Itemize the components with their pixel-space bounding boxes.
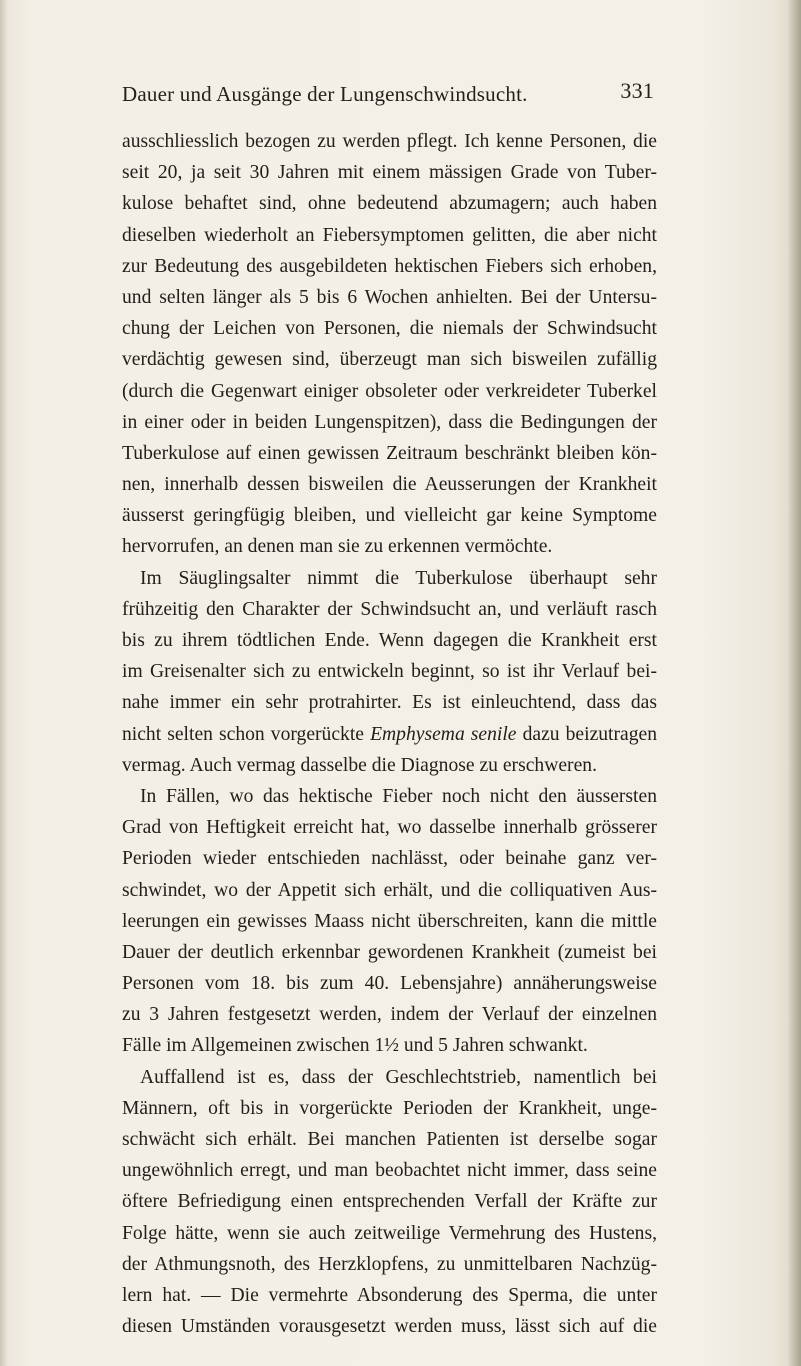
text-line: schwindet, wo der Appetit sich erhält, und die colliquativen Aus-: [122, 879, 657, 901]
text-line: Personen vom 18. bis zum 40. Lebensjahre) annäherungsweise: [122, 973, 657, 995]
text-segment: nicht selten schon vorgerückte: [122, 723, 371, 745]
text-line: chung der Leichen von Personen, die niemals der Schwindsucht: [122, 318, 657, 340]
text-line: öftere Befriedigung einen entsprechenden Verfall der Kräfte zur: [122, 1191, 657, 1213]
text-line: vermag. Auch vermag dasselbe die Diagnose zu erschweren.: [122, 754, 597, 776]
text-line: verdächtig gewesen sind, überzeugt man sich bisweilen zufällig: [122, 349, 657, 371]
running-header: [122, 78, 654, 107]
text-line: Auffallend ist es, dass der Geschlechtstrieb, namentlich bei: [140, 1066, 657, 1088]
text-line: kulose behaftet sind, ohne bedeutend abzumagern; auch haben: [122, 193, 657, 215]
text-line: Perioden wieder entschieden nachlässt, oder beinahe ganz ver-: [122, 848, 657, 870]
text-line: Dauer der deutlich erkennbar gewordenen Krankheit (zumeist bei: [122, 941, 657, 963]
text-line: und selten länger als 5 bis 6 Wochen anhielten. Bei der Untersu-: [122, 286, 657, 308]
text-line: Fälle im Allgemeinen zwischen 1½ und 5 Jahren schwankt.: [122, 1035, 588, 1057]
text-line: nahe immer ein sehr protrahirter. Es ist einleuchtend, dass das: [122, 692, 657, 714]
text-line: Im Säuglingsalter nimmt die Tuberkulose überhaupt sehr: [140, 567, 657, 589]
page-left-edge-shadow: [0, 0, 8, 1366]
text-line: seit 20, ja seit 30 Jahren mit einem mässigen Grade von Tuber-: [122, 162, 657, 184]
italic-term: Emphysema senile: [370, 723, 517, 745]
text-line: ausschliesslich bezogen zu werden pflegt. Ich kenne Personen, die: [122, 131, 657, 152]
text-line: nen, innerhalb dessen bisweilen die Aeusserungen der Krankheit: [122, 474, 657, 496]
text-line: im Greisenalter sich zu entwickeln beginnt, so ist ihr Verlauf bei-: [122, 661, 657, 683]
text-line: zur Bedeutung des ausgebildeten hektischen Fiebers sich erhoben,: [122, 255, 657, 277]
page-number: 331: [620, 78, 654, 103]
text-line: frühzeitig den Charakter der Schwindsucht an, und verläuft rasch: [122, 598, 657, 620]
text-line: der Athmungsnoth, des Herzklopfens, zu unmittelbaren Nachzüg-: [122, 1253, 657, 1275]
page-right-edge-shadow: [787, 0, 801, 1366]
text-line: bis zu ihrem tödtlichen Ende. Wenn dagegen die Krankheit erst: [122, 630, 657, 651]
text-segment: dazu beizutragen: [516, 723, 658, 745]
body-text: [122, 126, 657, 1342]
text-line: lern hat. — Die vermehrte Absonderung des Sperma, die unter: [122, 1284, 657, 1306]
text-line: dieselben wiederholt an Fiebersymptomen gelitten, die aber nicht: [122, 224, 657, 246]
text-line: Männern, oft bis in vorgerückte Perioden der Krankheit, unge-: [122, 1097, 657, 1119]
text-line: schwächt sich erhält. Bei manchen Patienten ist derselbe sogar: [122, 1129, 657, 1150]
text-line: Tuberkulose auf einen gewissen Zeitraum beschränkt bleiben kön-: [122, 442, 657, 464]
text-line: Grad von Heftigkeit erreicht hat, wo dasselbe innerhalb grösserer: [122, 817, 657, 839]
text-line: in einer oder in beiden Lungenspitzen), dass die Bedingungen der: [122, 411, 657, 433]
text-line: ungewöhnlich erregt, und man beobachtet nicht immer, dass seine: [122, 1160, 657, 1182]
text-line: Folge hätte, wenn sie auch zeitweilige Vermehrung des Hustens,: [122, 1222, 657, 1244]
text-line: zu 3 Jahren festgesetzt werden, indem der Verlauf der einzelnen: [122, 1004, 657, 1026]
text-line: hervorrufen, an denen man sie zu erkennen vermöchte.: [122, 536, 553, 558]
text-line: In Fällen, wo das hektische Fieber noch nicht den äussersten: [140, 785, 657, 807]
text-line: äusserst geringfügig bleiben, und vielleicht gar keine Symptome: [122, 505, 657, 527]
text-line: (durch die Gegenwart einiger obsoleter oder verkreideter Tuberkel: [122, 380, 657, 402]
running-title: Dauer und Ausgänge der Lungenschwindsucht.: [122, 82, 528, 106]
text-line: [122, 719, 657, 750]
text-line: leerungen ein gewisses Maass nicht überschreiten, kann die mittle: [122, 910, 657, 932]
text-line: diesen Umständen vorausgesetzt werden muss, lässt sich auf die: [122, 1316, 657, 1338]
